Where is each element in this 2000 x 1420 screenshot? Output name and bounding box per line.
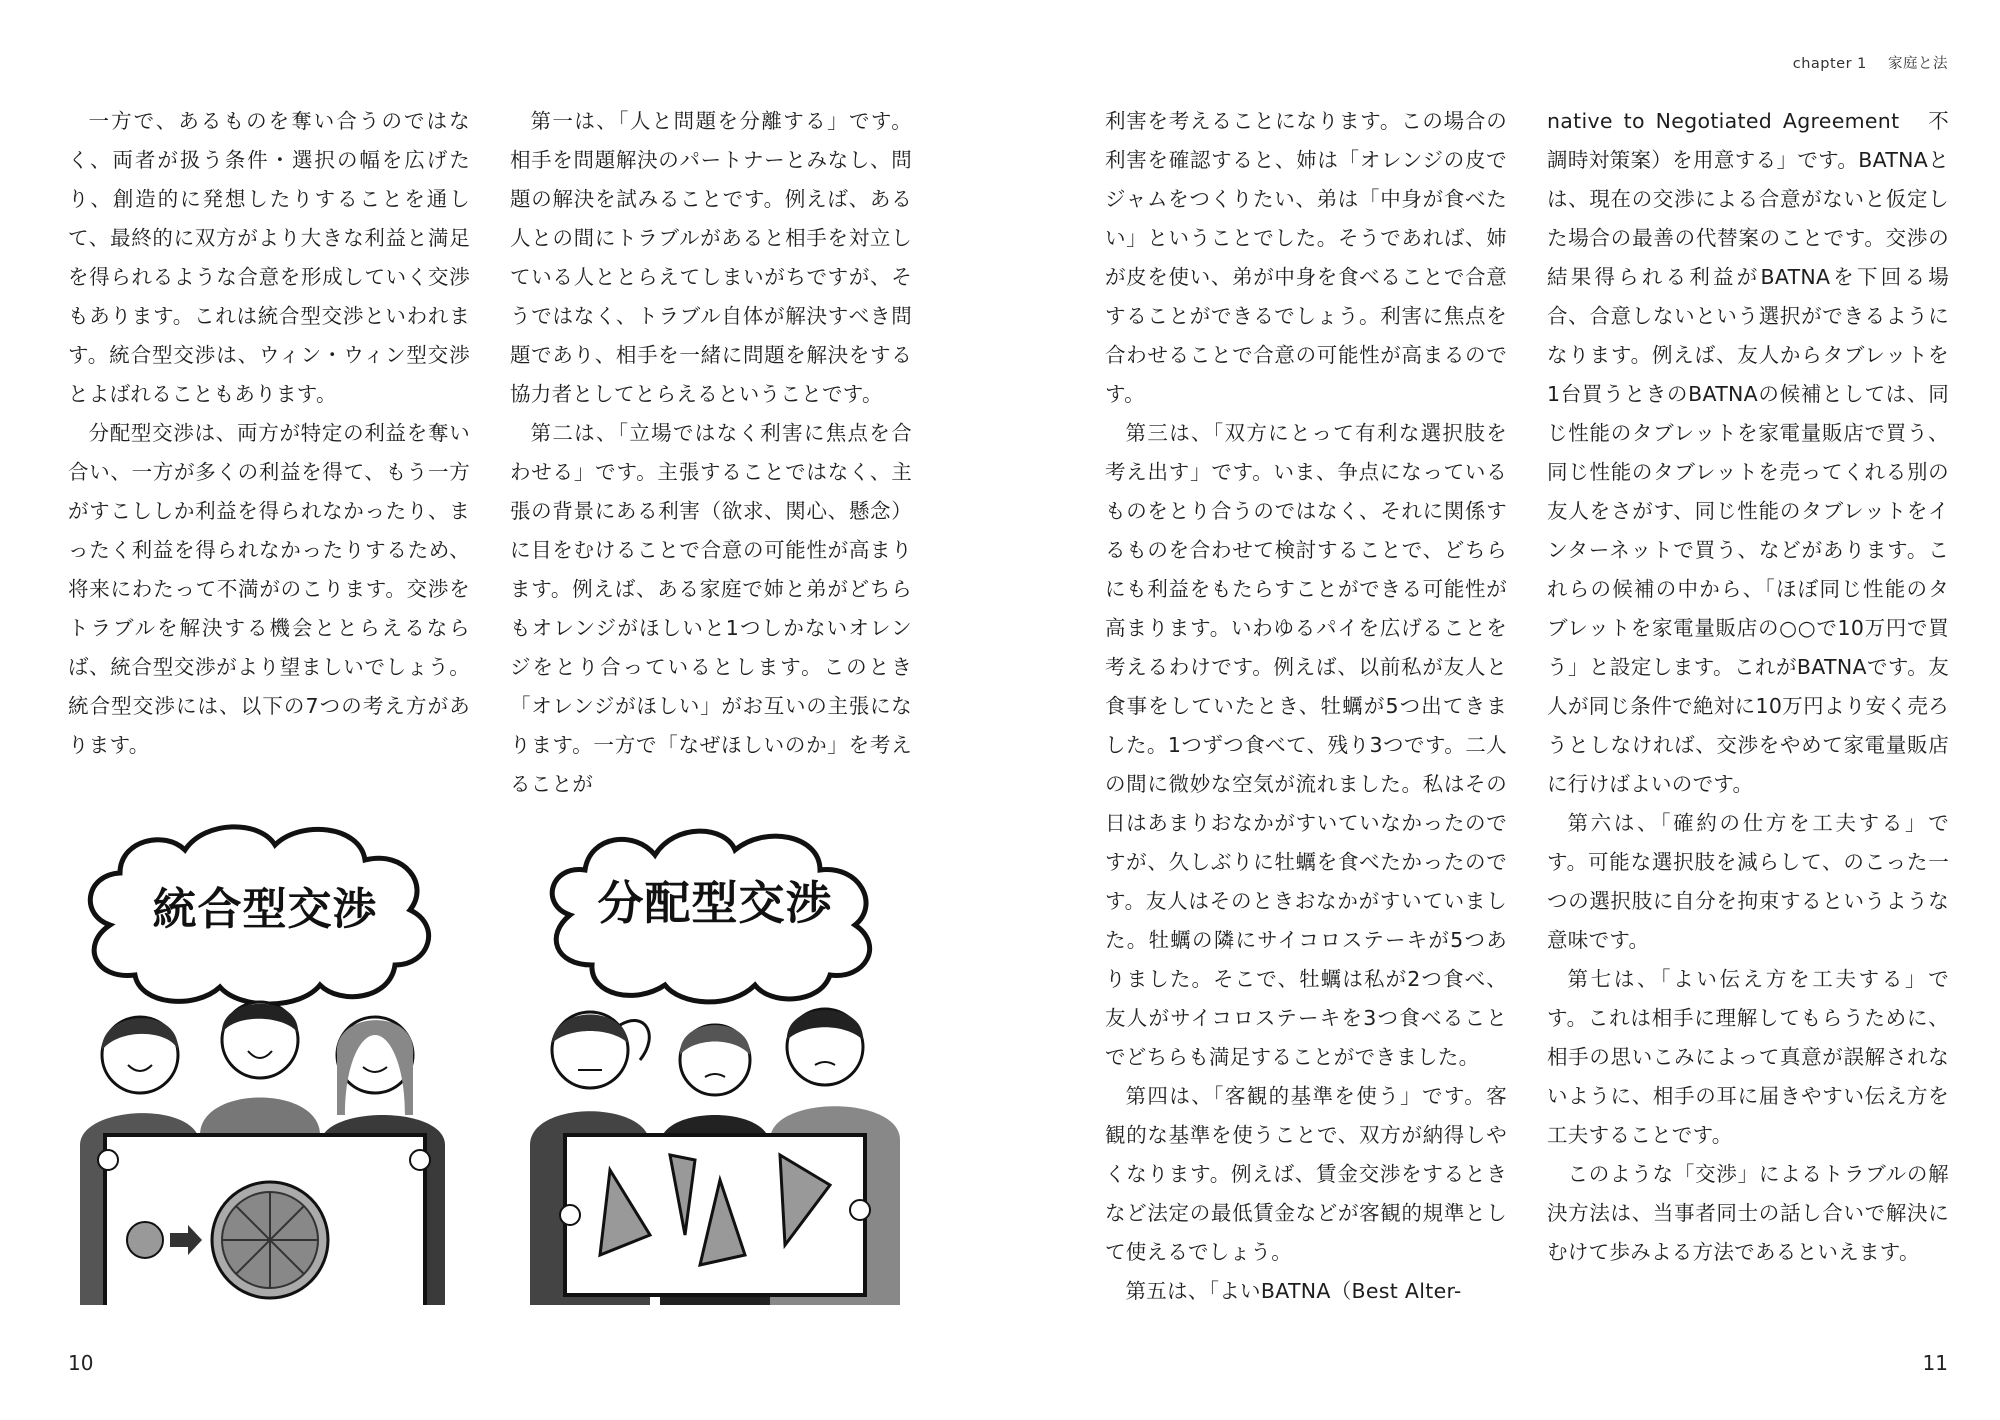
paragraph: 一方で、あるものを奪い合うのではなく、両者が扱う条件・選択の幅を広げたり、創造的に発想したりすることを通して、最終的に双方がより大きな利益と満足を得られるような合意を形成していく交渉もあります。これは統合型交渉といわれます。統合型交渉は、ウィン・ウィン型交渉とよばれることもあります。 — [68, 109, 470, 406]
paragraph: 第二は、「立場ではなく利害に焦点を合わせる」です。主張することではなく、主張の背景にある利害（欲求、関心、懸念）に目をむけることで合意の可能性が高まります。例えば、ある家庭で姉と弟がどちらもオレンジがほしいと1つしかないオレンジをとり合っているとします。このとき「オレンジがほしい」がお互いの主張になります。一方で「なぜほしいのか」を考えることが — [510, 421, 912, 796]
paragraph: 第七は、「よい伝え方を工夫する」です。これは相手に理解してもらうために、相手の思いこみによって真意が誤解されないように、相手の耳に届きやすい伝え方を工夫することです。 — [1547, 967, 1949, 1147]
text-column-4 — [1547, 102, 1949, 1272]
chapter-label: chapter 1 — [1792, 56, 1867, 72]
illustration-distributive — [520, 815, 910, 1305]
illustration-integrative — [70, 815, 460, 1305]
page-number-right: 11 — [1922, 1351, 1948, 1375]
page-number-left: 10 — [68, 1351, 94, 1375]
paragraph: native to Negotiated Agreement 不調時対策案）を用意する」です。BATNAとは、現在の交渉による合意がないと仮定した場合の最善の代替案のことです。交渉の結果得られる利益がBATNAを下回る場合、合意しないという選択ができるようになります。例えば、友人からタブレットを1台買うときのBATNAの候補としては、同じ性能のタブレットを家電量販店で買う、同じ性能のタブレットを売ってくれる別の友人をさがす、同じ性能のタブレットをインターネットで買う、などがあります。これらの候補の中から、「ほぼ同じ性能のタブレットを家電量販店の○○で10万円で買う」と設定します。これがBATNAです。友人が同じ条件で絶対に10万円より安く売ろうとしなければ、交渉をやめて家電量販店に行けばよいのです。 — [1547, 109, 1949, 796]
text-column-3 — [1105, 102, 1507, 1311]
paragraph: 第三は、「双方にとって有利な選択肢を考え出す」です。いま、争点になっているものをとり合うのではなく、それに関係するものを合わせて検討することで、どちらにも利益をもたらすことができる可能性が高まります。いわゆるパイを広げることを考えるわけです。例えば、以前私が友人と食事をしていたとき、牡蠣が5つ出てきました。1つずつ食べて、残り3つです。二人の間に微妙な空気が流れました。私はその日はあまりおなかがすいていなかったのですが、久しぶりに牡蠣を食べたかったのです。友人はそのときおなかがすいていました。牡蠣の隣にサイコロステーキが5つありました。そこで、牡蠣は私が2つ食べ、友人がサイコロステーキを3つ食べることでどちらも満足することができました。 — [1105, 421, 1507, 1069]
section-label: 家庭と法 — [1888, 56, 1948, 72]
paragraph: このような「交渉」によるトラブルの解決方法は、当事者同士の話し合いで解決にむけて歩みよる方法であるといえます。 — [1547, 1162, 1949, 1264]
paragraph: 第五は、「よいBATNA（Best Alter- — [1125, 1279, 1462, 1303]
paragraph: 利害を考えることになります。この場合の利害を確認すると、姉は「オレンジの皮でジャムをつくりたい、弟は「中身が食べたい」ということでした。そうであれば、姉が皮を使い、弟が中身を食べることで合意することができるでしょう。利害に焦点を合わせることで合意の可能性が高まるのです。 — [1105, 109, 1507, 406]
paragraph: 第六は、「確約の仕方を工夫する」です。可能な選択肢を減らして、のこった一つの選択肢に自分を拘束するというような意味です。 — [1547, 811, 1949, 952]
running-head — [1793, 52, 1948, 73]
paragraph: 第一は、「人と問題を分離する」です。相手を問題解決のパートナーとみなし、問題の解決を試みることです。例えば、ある人との間にトラブルがあると相手を対立している人ととらえてしまいがちですが、そうではなく、トラブル自体が解決すべき問題であり、相手を一緒に問題を解決をする協力者としてとらえるということです。 — [510, 109, 912, 406]
text-column-1 — [68, 102, 470, 765]
right-page — [1000, 0, 2000, 1420]
paragraph: 第四は、「客観的基準を使う」です。客観的な基準を使うことで、双方が納得しやくなります。例えば、賃金交渉をするときなど法定の最低賃金などが客観的規準として使えるでしょう。 — [1105, 1084, 1507, 1264]
cloud-label: 分配型交渉 — [597, 876, 833, 930]
cloud-label: 統合型交渉 — [152, 884, 378, 935]
paragraph: 分配型交渉は、両方が特定の利益を奪い合い、一方が多くの利益を得て、もう一方がすこししか利益を得られなかったり、まったく利益を得られなかったりするため、将来にわたって不満がのこります。交渉をトラブルを解決する機会ととらえるならば、統合型交渉がより望ましいでしょう。統合型交渉には、以下の7つの考え方があります。 — [68, 421, 470, 757]
text-column-2 — [510, 102, 912, 804]
